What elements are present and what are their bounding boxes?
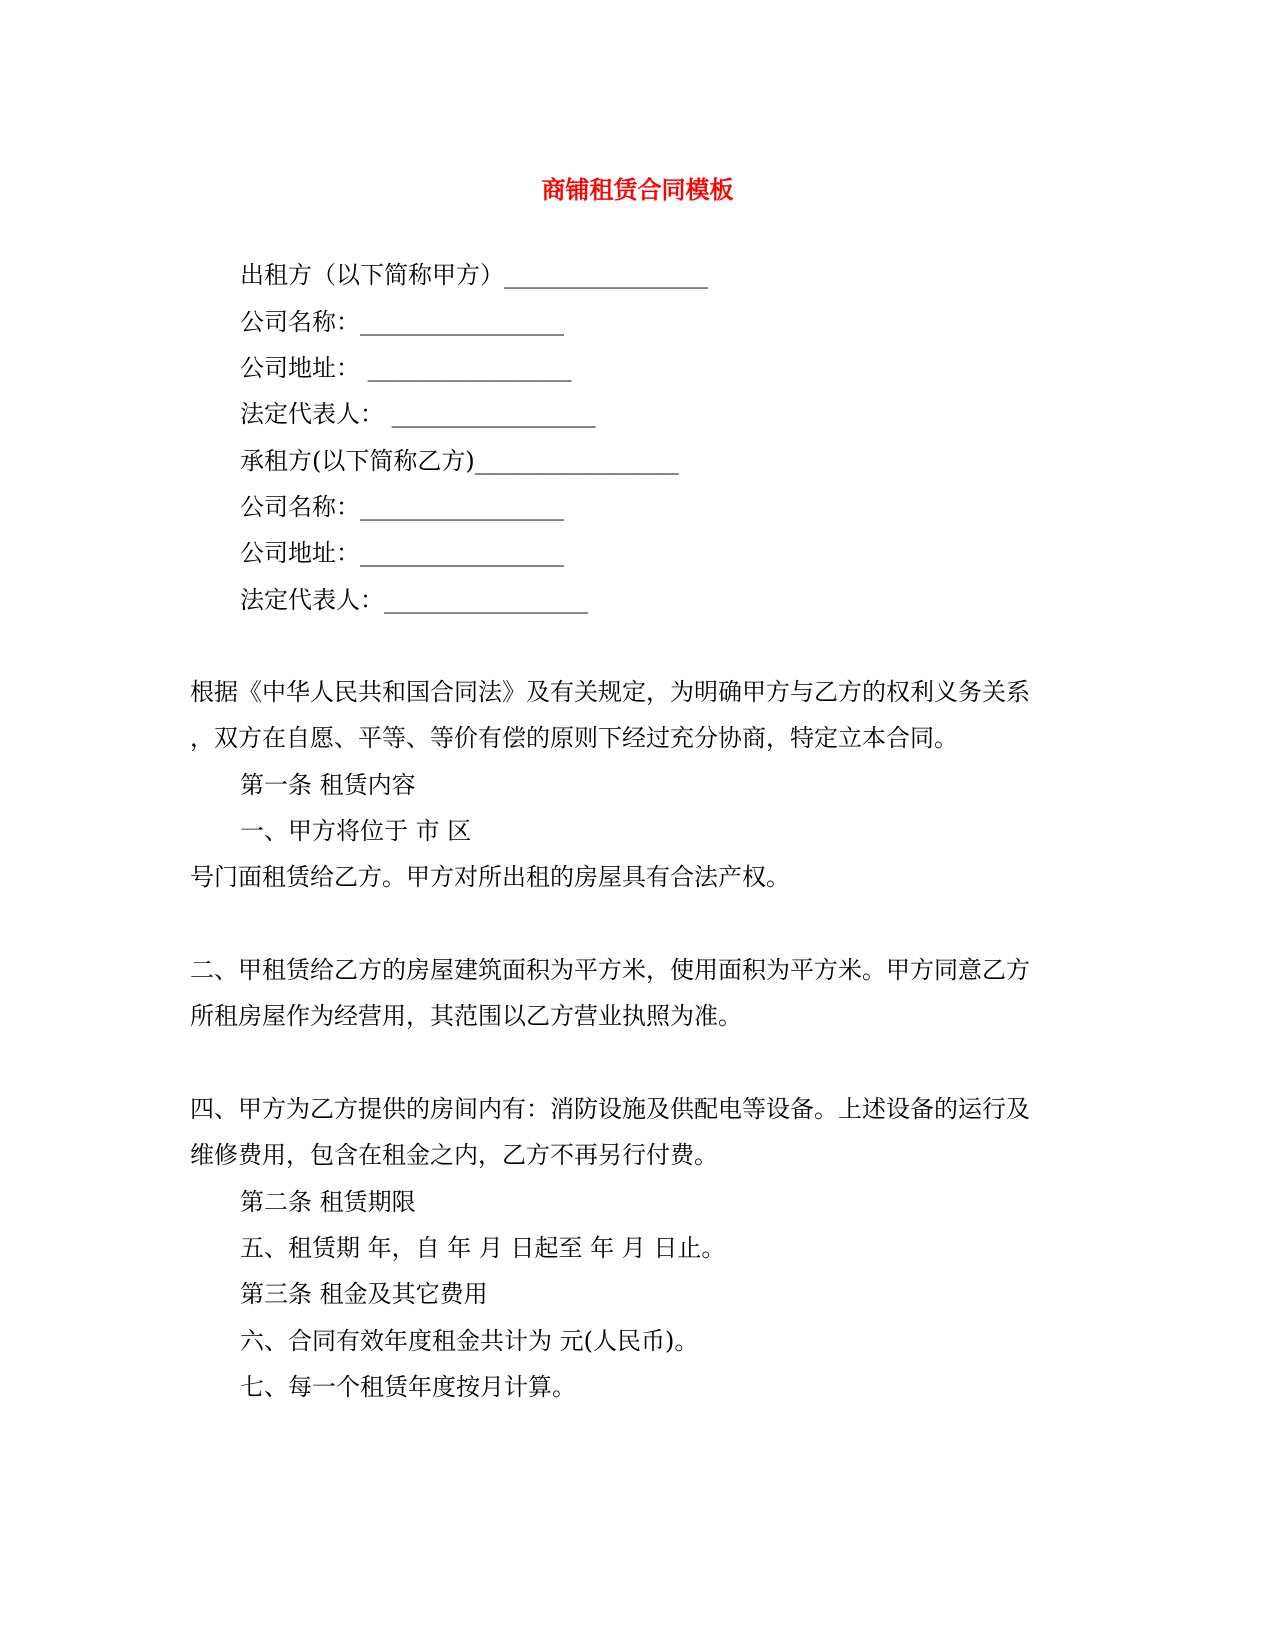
clause-1-line-1: 一、甲方将位于 市 区: [240, 817, 472, 845]
lessee-legal-representative: 法定代表人：_________________: [240, 586, 588, 614]
preamble-line-1: 根据《中华人民共和国合同法》及有关规定，为明确甲方与乙方的权利义务关系: [190, 678, 1030, 706]
lessor-legal-representative: 法定代表人： _________________: [240, 400, 596, 428]
preamble-line-2: ，双方在自愿、平等、等价有偿的原则下经过充分协商，特定立本合同。: [190, 724, 958, 752]
document-title: 商铺租赁合同模板: [541, 175, 734, 204]
clause-4-line-1: 四、甲方为乙方提供的房间内有：消防设施及供配电等设备。上述设备的运行及: [190, 1095, 1030, 1123]
clause-7: 七、每一个租赁年度按月计算。: [240, 1373, 576, 1401]
article-1-heading: 第一条 租赁内容: [240, 771, 416, 799]
clause-2-line-1: 二、甲租赁给乙方的房屋建筑面积为平方米，使用面积为平方米。甲方同意乙方: [190, 956, 1030, 984]
clause-5: 五、租赁期 年，自 年 月 日起至 年 月 日止。: [240, 1234, 726, 1262]
lessor-line: 出租方（以下简称甲方）_________________: [240, 261, 708, 289]
lessee-line: 承租方(以下简称乙方)_________________: [240, 447, 679, 475]
lessee-company-name: 公司名称：_________________: [240, 493, 564, 521]
lessor-company-address: 公司地址： _________________: [240, 354, 572, 382]
clause-1-line-2: 号门面租赁给乙方。甲方对所出租的房屋具有合法产权。: [190, 863, 790, 891]
article-2-heading: 第二条 租赁期限: [240, 1188, 416, 1216]
clause-2-line-2: 所租房屋作为经营用，其范围以乙方营业执照为准。: [190, 1002, 742, 1030]
clause-6: 六、合同有效年度租金共计为 元(人民币)。: [240, 1327, 699, 1355]
lessee-company-address: 公司地址：_________________: [240, 539, 564, 567]
article-3-heading: 第三条 租金及其它费用: [240, 1280, 488, 1308]
lessor-company-name: 公司名称：_________________: [240, 308, 564, 336]
clause-4-line-2: 维修费用，包含在租金之内，乙方不再另行付费。: [190, 1141, 718, 1169]
